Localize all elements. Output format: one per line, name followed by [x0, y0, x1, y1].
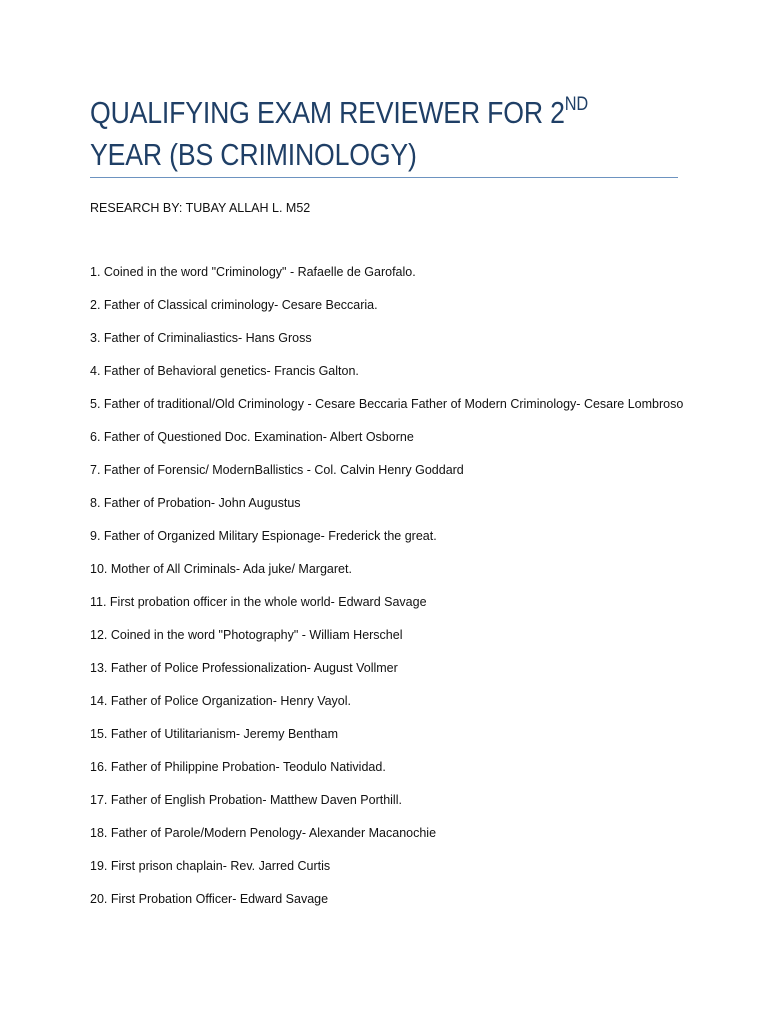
list-item: 16. Father of Philippine Probation- Teodulo Natividad. [90, 760, 386, 774]
title-main-text: QUALIFYING EXAM REVIEWER FOR 2 [90, 95, 565, 130]
list-item: 5. Father of traditional/Old Criminology - Cesare Beccaria Father of Modern Criminology- Cesare Lombroso [90, 397, 684, 411]
list-item: 2. Father of Classical criminology- Cesare Beccaria. [90, 298, 378, 312]
title-second-line: YEAR (BS CRIMINOLOGY) [90, 137, 417, 172]
list-item: 18. Father of Parole/Modern Penology- Alexander Macanochie [90, 826, 437, 840]
author-byline: RESEARCH BY: TUBAY ALLAH L. M52 [90, 201, 311, 215]
list-item: 15. Father of Utilitarianism- Jeremy Bentham [90, 727, 339, 741]
list-item: 6. Father of Questioned Doc. Examination- Albert Osborne [90, 430, 414, 444]
list-item: 1. Coined in the word "Criminology" - Rafaelle de Garofalo. [90, 265, 416, 279]
list-item: 14. Father of Police Organization- Henry Vayol. [90, 694, 352, 708]
list-item: 7. Father of Forensic/ ModernBallistics - Col. Calvin Henry Goddard [90, 463, 464, 477]
list-item: 12. Coined in the word "Photography" - William Herschel [90, 628, 403, 642]
document-title [90, 92, 606, 176]
list-item: 3. Father of Criminaliastics- Hans Gross [90, 331, 312, 345]
reviewer-item-list [90, 264, 690, 924]
title-superscript: ND [564, 94, 589, 115]
list-item: 9. Father of Organized Military Espionage- Frederick the great. [90, 529, 437, 543]
list-item: 8. Father of Probation- John Augustus [90, 496, 301, 510]
title-divider [90, 177, 678, 178]
list-item: 4. Father of Behavioral genetics- Francis Galton. [90, 364, 359, 378]
list-item: 19. First prison chaplain- Rev. Jarred Curtis [90, 859, 331, 873]
list-item: 20. First Probation Officer- Edward Savage [90, 892, 329, 906]
list-item: 11. First probation officer in the whole world- Edward Savage [90, 595, 427, 609]
list-item: 10. Mother of All Criminals- Ada juke/ Margaret. [90, 562, 352, 576]
list-item: 13. Father of Police Professionalization- August Vollmer [90, 661, 398, 675]
list-item: 17. Father of English Probation- Matthew Daven Porthill. [90, 793, 402, 807]
